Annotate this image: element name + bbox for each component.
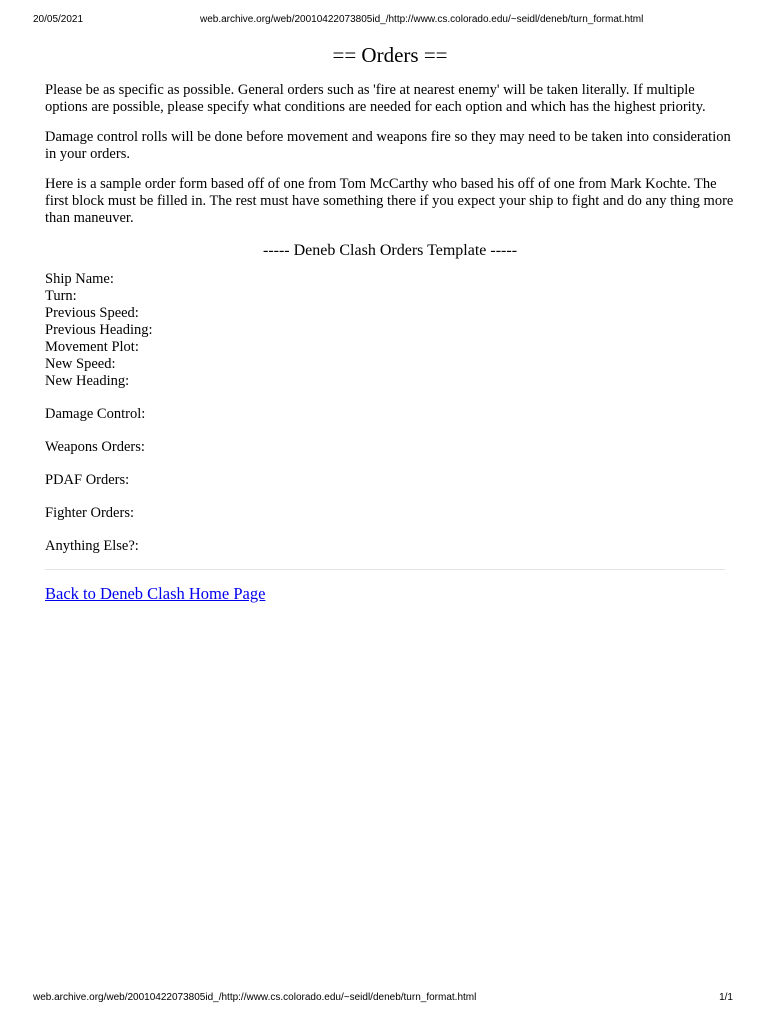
field-weapons-orders: Weapons Orders: [45,439,145,455]
field-previous-heading: Previous Heading: [45,322,153,338]
first-block-fields [45,271,735,390]
page-title: == Orders == [332,43,448,67]
field-movement-plot: Movement Plot: [45,339,139,355]
print-date: 20/05/2021 [33,14,84,25]
print-header-url: web.archive.org/web/20010422073805id_/http://www.cs.colorado.edu/~seidl/deneb/turn_format.html [200,14,644,25]
home-page-link[interactable]: Back to Deneb Clash Home Page [45,584,266,603]
print-page-count: 1/1 [719,992,733,1003]
print-footer-url: web.archive.org/web/20010422073805id_/http://www.cs.colorado.edu/~seidl/deneb/turn_format.html [33,992,477,1003]
intro-paragraph-sample-form: Here is a sample order form based off of one from Tom McCarthy who based his off of one from Mark Kochte. The first block must be filled in. The rest must have something there if you expect your ship to fight and do any thing more than maneuver. [45,176,734,226]
field-turn: Turn: [45,288,77,304]
template-title: ----- Deneb Clash Orders Template ----- [262,242,518,259]
field-damage-control: Damage Control: [45,406,146,422]
print-header [0,14,768,28]
field-fighter-orders: Fighter Orders: [45,505,134,521]
intro-paragraph-damage-control: Damage control rolls will be done before movement and weapons fire so they may need to be taken into consideration in your orders. [45,129,731,162]
field-new-speed: New Speed: [45,356,116,372]
field-anything-else: Anything Else?: [45,538,139,554]
intro-paragraph-specific: Please be as specific as possible. General orders such as 'fire at nearest enemy' will be taken literally. If multiple options are possible, please specify what conditions are needed for each option and which has the highest priority. [45,82,706,115]
print-footer [0,992,768,1006]
field-previous-speed: Previous Speed: [45,305,139,321]
horizontal-divider [45,569,725,570]
page-content [45,38,735,604]
field-pdaf-orders: PDAF Orders: [45,472,130,488]
field-new-heading: New Heading: [45,373,130,389]
other-fields [45,406,735,555]
field-ship-name: Ship Name: [45,271,114,287]
